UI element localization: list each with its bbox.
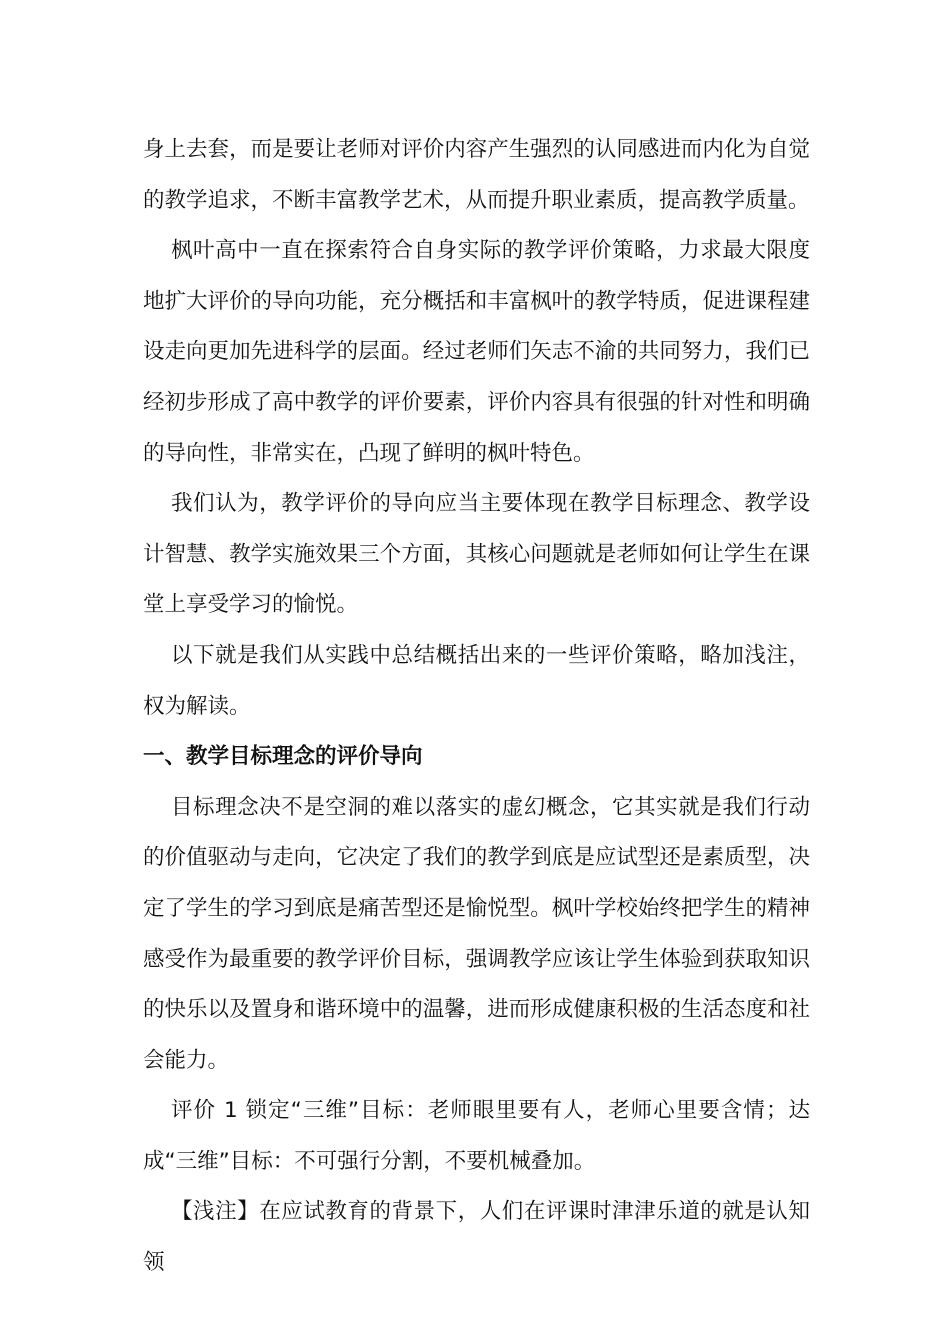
- paragraph-3: 我们认为，教学评价的导向应当主要体现在教学目标理念、教学设计智慧、教学实施效果三个方面，其核心问题就是老师如何让学生在课堂上享受学习的愉悦。: [143, 491, 810, 618]
- paragraph-1: 身上去套，而是要让老师对评价内容产生强烈的认同感进而内化为自觉的教学追求，不断丰富教学艺术，从而提升职业素质，提高教学质量。: [143, 137, 810, 213]
- paragraph-evaluation-1: 评价 1 锁定“三维”目标：老师眼里要有人，老师心里要含情；达成“三维”目标：不可强行分割，不要机械叠加。: [143, 1098, 810, 1174]
- section-heading: 一、教学目标理念的评价导向: [143, 744, 423, 770]
- paragraph-2: 枫叶高中一直在探索符合自身实际的教学评价策略，力求最大限度地扩大评价的导向功能，充分概括和丰富枫叶的教学特质，促进课程建设走向更加先进科学的层面。经过老师们矢志不渝的共同努力，我们已经初步形成了高中教学的评价要素，评价内容具有很强的针对性和明确的导向性，非常实在，凸现了鲜明的枫叶特色。: [143, 238, 810, 466]
- paragraph-5: 目标理念决不是空洞的难以落实的虚幻概念，它其实就是我们行动的价值驱动与走向，它决定了我们的教学到底是应试型还是素质型，决定了学生的学习到底是痛苦型还是愉悦型。枫叶学校始终把学生的精神感受作为最重要的教学评价目标，强调教学应该让学生体验到获取知识的快乐以及置身和谐环境中的温馨，进而形成健康积极的生活态度和社会能力。: [143, 794, 810, 1073]
- paragraph-4: 以下就是我们从实践中总结概括出来的一些评价策略，略加浅注，权为解读。: [143, 642, 810, 719]
- paragraph-note: 【浅注】在应试教育的背景下，人们在评课时津津乐道的就是认知领: [143, 1199, 810, 1276]
- document-body: [143, 125, 810, 1289]
